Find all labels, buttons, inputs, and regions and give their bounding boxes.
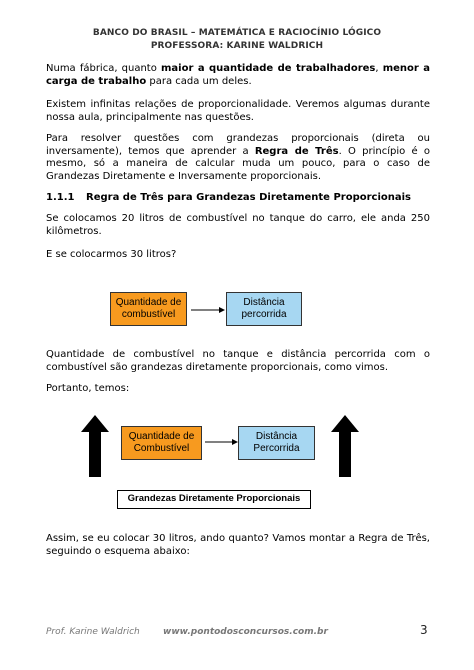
right-arrow-icon [186, 306, 226, 314]
footer-site: www.pontodosconcursos.com.br [163, 627, 328, 637]
distance-box: Distância percorrida [226, 292, 302, 326]
page-number: 3 [420, 623, 428, 637]
paragraph-1: Numa fábrica, quanto maior a quantidade de trabalhadores, menor a carga de trabalho para cada um deles. [46, 63, 430, 87]
paragraph-3: Para resolver questões com grandezas proporcionais (direta ou inversamente), temos que aprender a Regra de Três. O princípio é o mesmo, só a maneira de calcular muda um pouco, para o caso de Grandezas Diretamente e Inversamente proporcionais. [46, 133, 430, 182]
section-heading [46, 192, 411, 203]
section-title: Regra de Três para Grandezas Diretamente Proporcionais [86, 192, 412, 203]
fuel-quantity-box-2: Quantidade de Combustível [121, 426, 202, 460]
header-title: BANCO DO BRASIL – MATEMÁTICA E RACIOCÍNIO LÓGICO [92, 28, 382, 38]
fuel-quantity-box: Quantidade de combustível [110, 292, 187, 326]
section-number: 1.1.1 [46, 192, 75, 203]
paragraph-2: Existem infinitas relações de proporcionalidade. Veremos algumas durante nossa aula, principalmente nas questões. [46, 99, 430, 123]
up-arrow-left-icon [80, 414, 110, 478]
paragraph-7: Portanto, temos: [46, 383, 130, 394]
diagram-caption: Grandezas Diretamente Proporcionais [117, 490, 311, 509]
paragraph-5: E se colocarmos 30 litros? [46, 249, 177, 260]
footer-author: Prof. Karine Waldrich [46, 627, 140, 637]
paragraph-8: Assim, se eu colocar 30 litros, ando quanto? Vamos montar a Regra de Três, seguindo o esquema abaixo: [46, 533, 430, 557]
distance-box-2: Distância Percorrida [238, 426, 315, 460]
paragraph-6: Quantidade de combustível no tanque e distância percorrida com o combustível são grandezas diretamente proporcionais, como vimos. [46, 349, 430, 373]
right-arrow-icon-2 [200, 438, 240, 446]
paragraph-4: Se colocamos 20 litros de combustível no tanque do carro, ele anda 250 kilômetros. [46, 213, 430, 237]
header-subtitle: PROFESSORA: KARINE WALDRICH [150, 41, 324, 51]
up-arrow-right-icon [330, 414, 360, 478]
